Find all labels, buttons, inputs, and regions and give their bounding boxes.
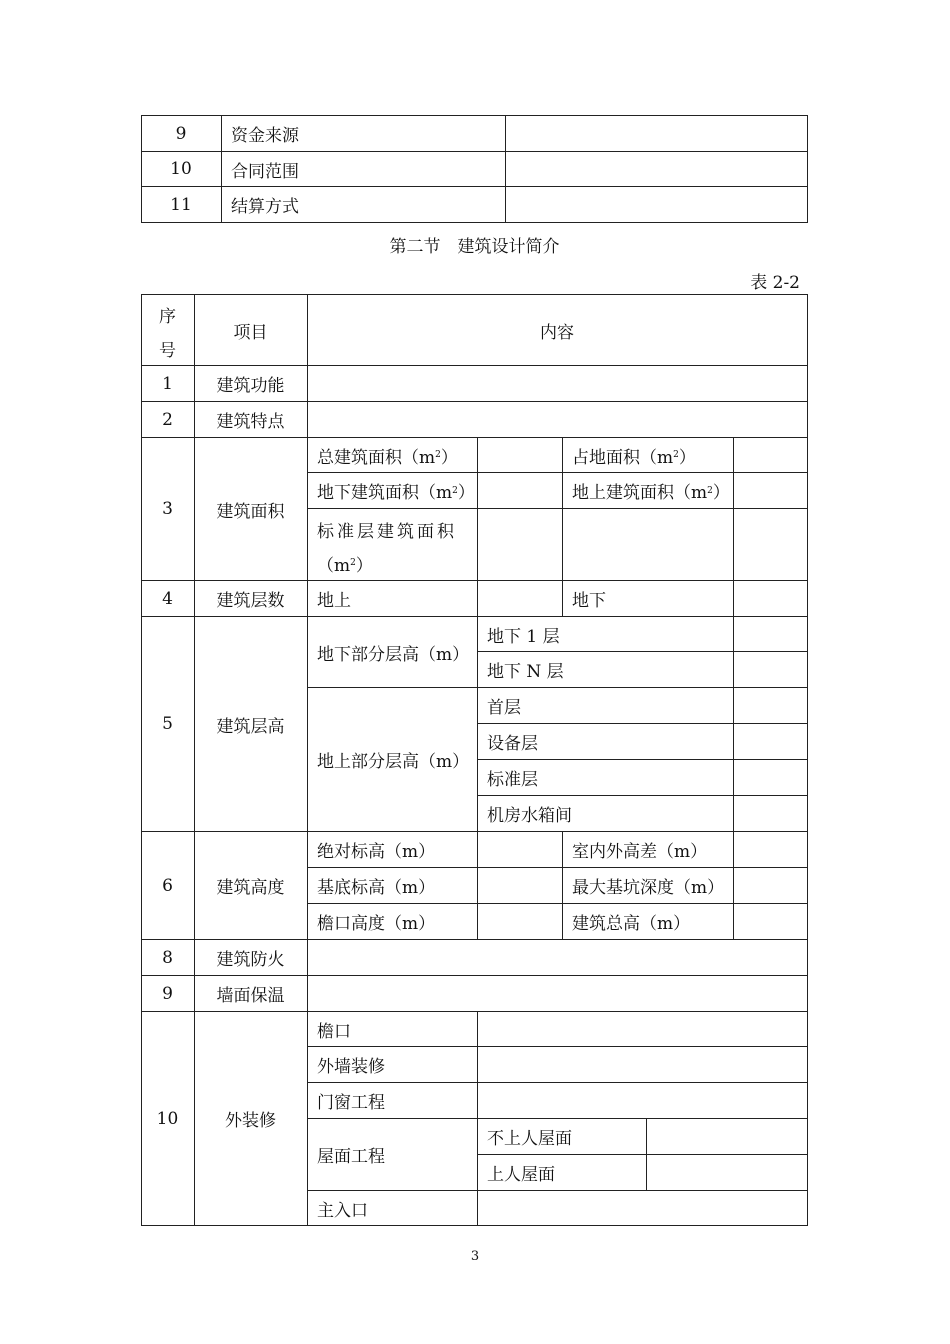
table-1-no: 11 [170,194,192,215]
underground-floor-height-label: 地下部分层高（m） [317,644,470,665]
total-area-label: 总建筑面积（m 2 ） [317,447,458,468]
main-entrance-label: 主入口 [317,1200,368,1221]
table-1-item: 结算方式 [231,197,299,217]
row-item: 墙面保温 [216,986,285,1006]
header-no-1: 序 [159,306,176,327]
header-content: 内容 [540,322,574,343]
row-no: 3 [162,499,173,519]
standard-floor-area-unit: （m 2 ） [317,555,373,576]
row-no: 8 [162,947,173,968]
footprint-area-label: 占地面积（m 2 ） [572,447,696,468]
absolute-elevation-label: 绝对标高（m） [317,842,436,862]
header-item: 项目 [233,322,268,343]
section-title: 第二节 建筑设计简介 [389,236,560,257]
page-number: 3 [470,1248,480,1264]
row-item: 建筑层数 [216,591,285,611]
first-floor-label: 首层 [487,698,521,718]
row-item: 建筑特点 [216,412,285,432]
eave-height-label: 檐口高度（m） [317,914,436,934]
doors-windows-label: 门窗工程 [317,1093,385,1113]
table-1-item: 合同范围 [231,161,299,182]
table-1-no: 9 [175,123,187,144]
non-accessible-roof-label: 不上人屋面 [487,1129,572,1149]
row-item: 建筑功能 [216,376,285,396]
basement-n-label: 地下 N 层 [487,662,564,682]
exterior-wall-label: 外墙装修 [317,1057,385,1077]
total-height-label: 建筑总高（m） [572,914,691,934]
equipment-floor-label: 设备层 [487,734,538,754]
row-no: 9 [162,983,173,1004]
row-no: 10 [156,1108,179,1129]
row-item: 建筑高度 [216,878,285,898]
underground-area-label: 地下建筑面积（m 2 ） [317,483,475,503]
row-item: 外装修 [225,1111,276,1131]
accessible-roof-label: 上人屋面 [487,1165,555,1185]
eave-label: 檐口 [317,1021,351,1042]
row-item: 建筑防火 [216,950,285,970]
indoor-outdoor-diff-label: 室内外高差（m） [572,842,708,862]
aboveground-area-label: 地上建筑面积（m 2 ） [572,483,730,503]
above-ground-label: 地上 [317,591,351,611]
row-item: 建筑面积 [216,501,285,522]
roofing-label: 屋面工程 [317,1147,385,1167]
row-no: 1 [162,373,173,394]
max-pit-depth-label: 最大基坑深度（m） [572,878,725,898]
row-no: 2 [162,409,173,430]
basement-1-label: 地下 1 层 [487,626,560,647]
row-no: 5 [162,714,173,734]
table-label: 表 2-2 [750,272,800,293]
base-elevation-label: 基底标高（m） [317,878,436,898]
header-no-2: 号 [159,340,176,361]
standard-floor-label: 标准层 [487,770,538,790]
aboveground-floor-height-label: 地上部分层高（m） [317,752,470,772]
row-item: 建筑层高 [216,716,285,737]
standard-floor-area-label: 标准层建筑面积 [317,521,457,542]
machine-room-label: 机房水箱间 [487,806,572,826]
table-1-no: 10 [170,159,192,179]
row-no: 6 [162,875,173,896]
row-no: 4 [162,588,173,609]
table-1-item: 资金来源 [231,126,299,146]
under-ground-label: 地下 [572,591,606,611]
